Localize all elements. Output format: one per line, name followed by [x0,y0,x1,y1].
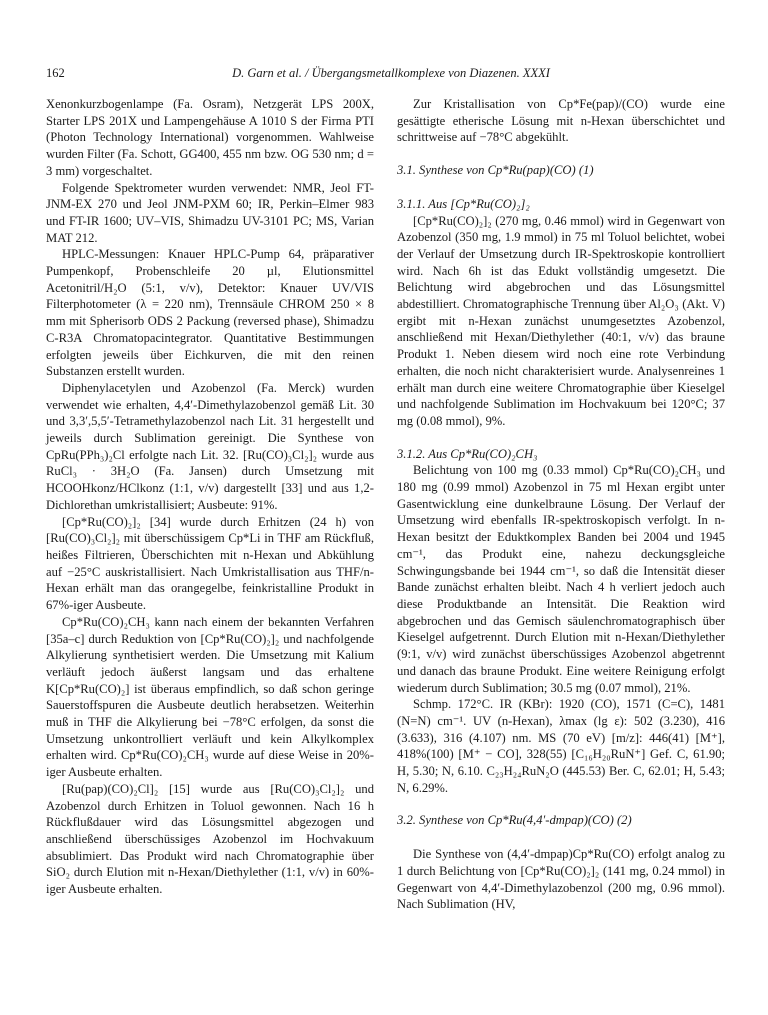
subsection-heading: 3.1.2. Aus Cp*Ru(CO)₂CH₃ [397,446,538,461]
page-header [46,66,736,82]
page-number: 162 [46,66,65,80]
section-heading: 3.2. Synthese von Cp*Ru(4,4′-dmpap)(CO) (2) [397,813,632,828]
left-column [46,96,374,898]
paragraph: [Cp*Ru(CO)₂]₂ [34] wurde durch Erhitzen (24 h) von [Ru(CO)₃Cl₂]₂ mit überschüssigem Cp*Li in THF am Rückfluß, heißes Filtrieren, Überschichten mit n-Hexan und Abkühlung auf −25°C auskristallisiert. Nach Umkristallisation aus THF/n-Hexan erhält man das orangegelbe, feinkristalline Produkt in 67%-iger Ausbeute. [46,514,374,613]
paragraph: Die Synthese von (4,4′-dmpap)Cp*Ru(CO) erfolgt analog zu 1 durch Belichtung von [Cp*Ru(CO)₂]₂ (141 mg, 0.24 mmol) in Gegenwart von 4,4′-Dimethylazobenzol (200 mg, 0.96 mmol). Nach Sublimation (HV, [397,847,725,912]
paragraph: Schmp. 172°C. IR (KBr): 1920 (CO), 1571 (C=C), 1481 (N=N) cm⁻¹. UV (n-Hexan), λmax (lg ε): 502 (3.230), 416 (3.633), 316 (4.107) nm. MS (70 eV) [m/z]: 446(41) [M⁺], 418%(100) [M⁺ − CO], 328(55) [C₁₆H₂₀RuN⁺] Gef. C, 61.90; H, 5.30; N, 6.10. C₂₃H₂₄RuN₂O (445.53) Ber. C, 62.01; H, 5.43; N, 6.29%. [397,697,725,795]
right-column [397,96,725,913]
paragraph: [Cp*Ru(CO)₂]₂ (270 mg, 0.46 mmol) wird in Gegenwart von Azobenzol (350 mg, 1.9 mmol) in 75 ml Toluol belichtet, wobei der Verlauf der Umsetzung durch IR-Spektroskopie kontrolliert wird. Nach 6h ist das Edukt vollständig umgesetzt. Die Belichtung wird abgebrochen und das Lösungsmittel abdestilliert. Chromatographische Trennung über Al₂O₃ (Akt. V) ergibt mit n-Hexan zunächst unumgesetztes Azobenzol, anschließend mit Hexan/Diethylether (40:1, v/v) das braune Produkt 1. Neben diesem wird noch eine rote Verbindung erhalten, die noch nicht charakterisiert wurde. Analysenreines 1 erhält man durch eine weitere Chromatographie über Kieselgel und nachfolgende Sublimation im Hochvakuum bei 120°C; 37 mg (0.08 mmol), 9%. [397,213,725,428]
paragraph: Folgende Spektrometer wurden verwendet: NMR, Jeol FT-JNM-EX 270 und Jeol JNM-PXM 60; IR, Perkin–Elmer 983 und FT-IR 1600; UV–VIS, Shimadzu UV-3101 PC; MS, Varian MAT 212. [46,180,374,245]
paragraph: Zur Kristallisation von Cp*Fe(pap)/(CO) wurde eine gesättigte etherische Lösung mit n-Hexan überschichtet und schrittweise auf −78°C abgekühlt. [397,97,725,145]
subsection-heading: 3.1.1. Aus [Cp*Ru(CO)₂]₂ [397,196,530,211]
paragraph: [Ru(pap)(CO)₂Cl]₂ [15] wurde aus [Ru(CO)₃Cl₂]₂ und Azobenzol durch Erhitzen in Toluol gewonnen. Nach 16 h Rückflußdauer wird das Lösungsmittel abgezogen und anschließend überschüssiges Azobenzol im Hochvakuum absublimiert. Das Produkt wird nach Chromatographie über SiO₂ durch Elution mit n-Hexan/Diethylether (1:1, v/v) in 60%-iger Ausbeute erhalten. [46,781,374,897]
paragraph: Xenonkurzbogenlampe (Fa. Osram), Netzgerät LPS 200X, Starter LPS 201X und Lampengehäuse A 1010 S der Firma PTI (Photon Technology International) vorgenommen. Wahlweise wurden Filter (Fa. Schott, GG400, 455 nm bzw. OG 530 nm; d = 3 mm) vorgeschaltet. [46,97,374,178]
section-heading: 3.1. Synthese von Cp*Ru(pap)(CO) (1) [397,163,594,178]
paragraph: HPLC-Messungen: Knauer HPLC-Pump 64, präparativer Pumpenkopf, Probenschleife 20 µl, Elutionsmittel Acetonitril/H₂O (5:1, v/v), Detektor: Knauer UV/VIS Filterphotometer (λ = 220 nm), Trennsäule CHROM 250 × 8 mm mit Spherisorb ODS 2 Packung (reversed phase), Shimadzu C-R3A Chromatopacintegrator. Quantitative Bestimmungen erfolgten jeweils über Eichkurven, die mit den reinen Substanzen erstellt wurden. [46,247,374,379]
spacer [397,430,725,446]
paragraph: Diphenylacetylen und Azobenzol (Fa. Merck) wurden verwendet wie erhalten, 4,4′-Dimethylazobenzol gemäß Lit. 30 und 3,3′,5,5′-Tetramethylazobenzol nach Lit. 31 hergestellt und jeweils durch Sublimation gereinigt. Die Synthese von CpRu(PPh₃)₂Cl erfolgte nach Lit. 32. [Ru(CO)₃Cl₂]₂ wurde aus RuCl₃ · 3H₂O (Fa. Jansen) durch Umsetzung mit HCOOHkonz/HClkonz (1:1, v/v) dargestellt [33] und aus 1,2-Dichlorethan umkristallisiert; Ausbeute: 91%. [46,380,374,512]
paragraph: Cp*Ru(CO)₂CH₃ kann nach einem der bekannten Verfahren [35a–c] durch Reduktion von [Cp*Ru(CO)₂]₂ und nachfolgende Alkylierung synthetisiert werden. Die Umsetzung mit Kalium verläuft jedoch äußerst langsam und das erhaltene K[Cp*Ru(CO)₂] ist überaus empfindlich, so daß schon geringe Sauerstoffspuren die Ausbeute deutlich herabsetzen. Weiterhin muß in THF die Alkylierung bei −78°C erfolgen, da sonst die Umsetzung unkontrolliert verläuft und kein Alkylkomplex erhalten wird. Cp*Ru(CO)₂CH₃ wurde auf diese Weise in 20%-iger Ausbeute erhalten. [46,614,374,780]
paragraph: Belichtung von 100 mg (0.33 mmol) Cp*Ru(CO)₂CH₃ und 180 mg (0.99 mmol) Azobenzol in 75 ml Hexan ergibt unter Gasentwicklung eine dunkelbraune Lösung. Der Verlauf der Umsetzung wird ebenfalls IR-spektroskopisch verfolgt. In n-Hexan besitzt der Eduktkomplex Banden bei 2004 und 1945 cm⁻¹, das Produkt eine, nahezu deckungsgleiche Schwingungsbande bei 1944 cm⁻¹, so daß die Intensität dieser Bande zunächst erhalten bleibt. Nach 4 h verliert jedoch auch diese Produktbande an Intensität. Die Reaktion wird abgebrochen und das Gemisch säulenchromatographisch über Kieselgel aufgetrennt. Durch Elution mit n-Hexan/Diethylether (9:1, v/v) wird zunächst überschüssiges Azobenzol abgetrennt und danach das braune Produkt. Eine weitere Reinigung erfolgt wiederum durch Sublimation; 30.5 mg (0.07 mmol), 21%. [397,463,725,695]
running-head: D. Garn et al. / Übergangsmetallkomplexe von Diazenen. XXXI [232,66,550,80]
